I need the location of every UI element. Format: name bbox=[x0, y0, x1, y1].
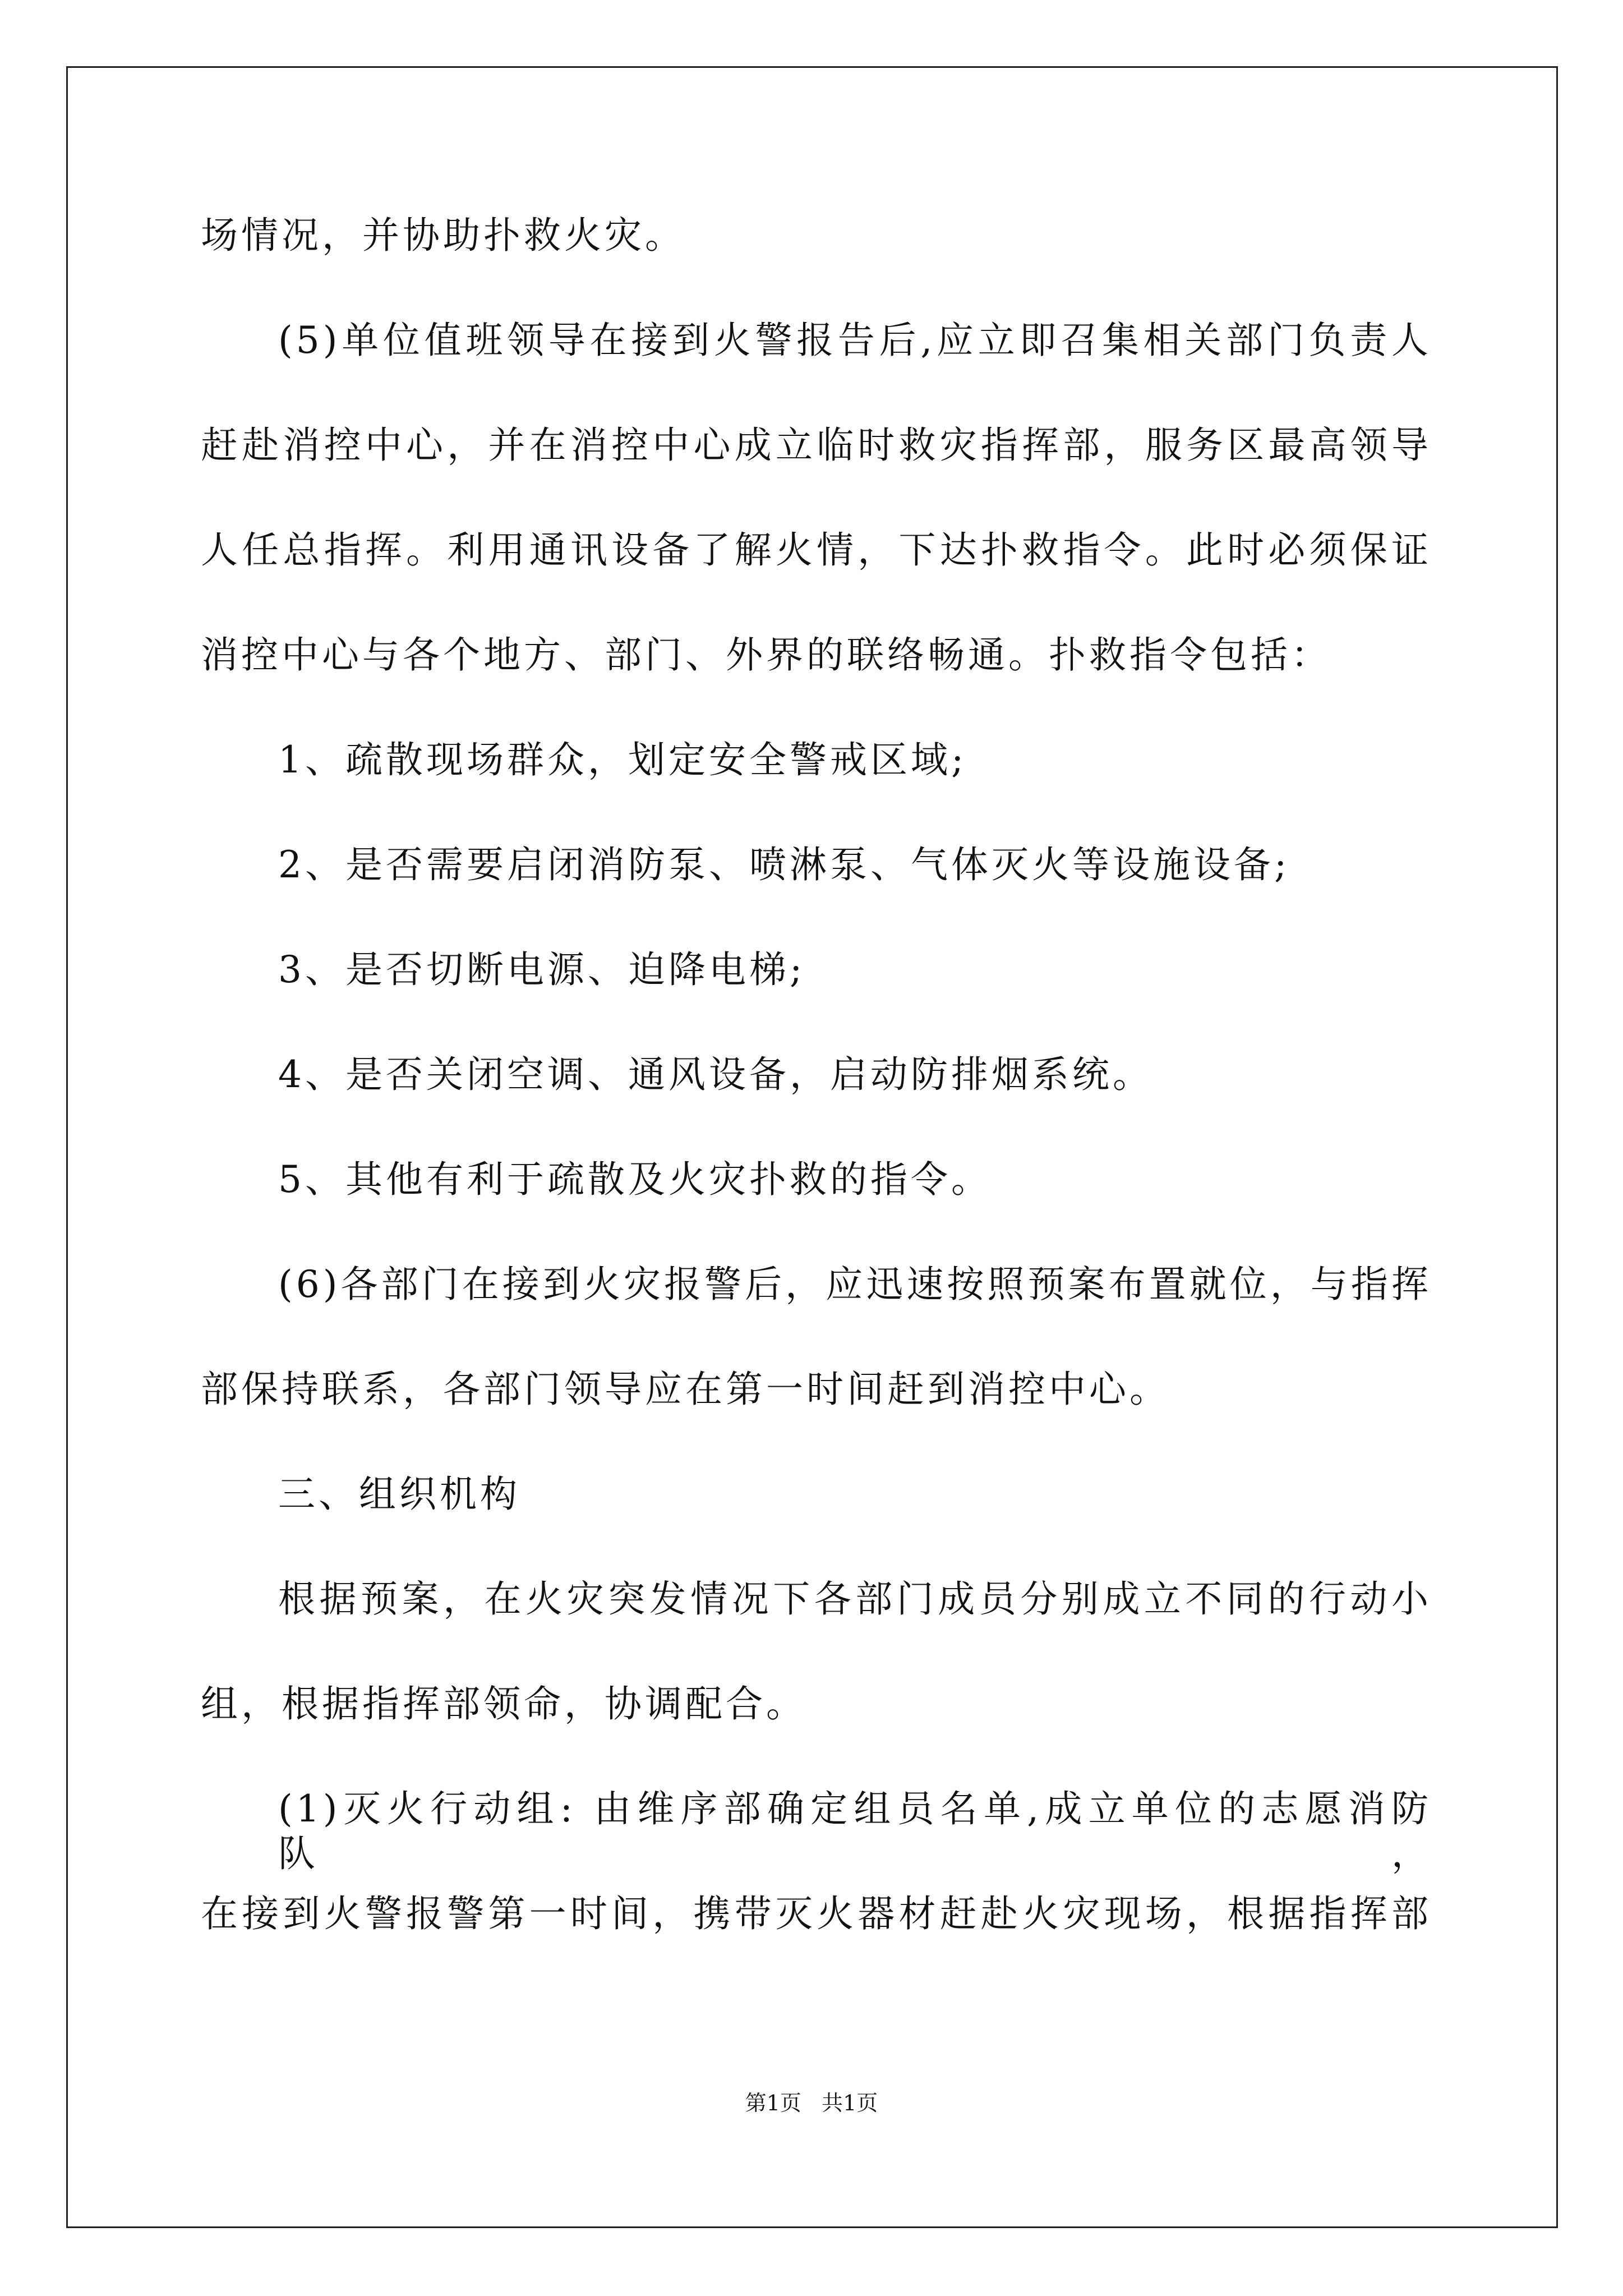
text-line: 消控中心与各个地方、部门、外界的联络畅通。扑救指令包括： bbox=[201, 633, 1331, 677]
section-heading: 三、组织机构 bbox=[278, 1473, 520, 1516]
page-footer bbox=[0, 2090, 1623, 2116]
text-line: (6)各部门在接到火灾报警后，应迅速按照预案布置就位，与指挥 bbox=[278, 1263, 1432, 1306]
page-number: 第1页 共1页 bbox=[745, 2091, 878, 2115]
text-line: 组，根据指挥部领命，协调配合。 bbox=[201, 1682, 806, 1726]
text-line: 根据预案，在火灾突发情况下各部门成员分别成立不同的行动小 bbox=[278, 1577, 1432, 1621]
text-line: (5)单位值班领导在接到火警报告后,应立即召集相关部门负责人 bbox=[278, 319, 1432, 362]
list-item: 1、疏散现场群众，划定安全警戒区域; bbox=[278, 738, 967, 781]
text-line: 部保持联系，各部门领导应在第一时间赶到消控中心。 bbox=[201, 1368, 1170, 1411]
text-line: 赶赴消控中心，并在消控中心成立临时救灾指挥部，服务区最高领导 bbox=[201, 424, 1432, 467]
list-item: 2、是否需要启闭消防泵、喷淋泵、气体灭火等设施设备; bbox=[278, 843, 1290, 886]
text-line: 场情况，并协助扑救火灾。 bbox=[201, 214, 685, 257]
text-line: 人任总指挥。利用通讯设备了解火情，下达扑救指令。此时必须保证 bbox=[201, 528, 1432, 572]
list-item: 5、其他有利于疏散及火灾扑救的指令。 bbox=[278, 1158, 992, 1201]
text-line: 在接到火警报警第一时间，携带灭火器材赶赴火灾现场，根据指挥部 bbox=[201, 1892, 1432, 1935]
list-item: 3、是否切断电源、迫降电梯; bbox=[278, 948, 806, 991]
list-item: 4、是否关闭空调、通风设备，启动防排烟系统。 bbox=[278, 1053, 1153, 1096]
text-line: (1)灭火行动组: 由维序部确定组员名单,成立单位的志愿消防队， bbox=[278, 1787, 1432, 1875]
